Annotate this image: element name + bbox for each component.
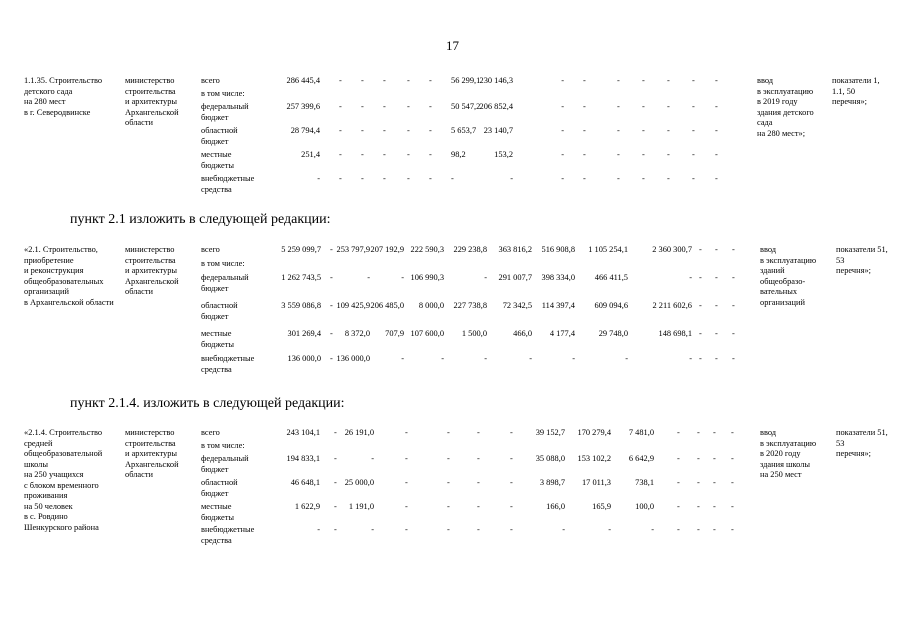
budget-row xyxy=(0,126,905,146)
amount-cell: - xyxy=(583,126,586,135)
amount-cell: 8 000,0 xyxy=(418,301,444,310)
table-section-3 xyxy=(0,428,905,553)
budget-source-label: всего xyxy=(201,428,220,437)
amount-cell: - xyxy=(510,454,513,463)
amount-cell: - xyxy=(699,273,702,282)
budget-source-label: всего xyxy=(201,245,220,254)
budget-source-label: внебюджетные средства xyxy=(201,525,255,545)
amount-cell: - xyxy=(677,454,680,463)
amount-cell: - xyxy=(697,478,700,487)
amount-cell: 114 397,4 xyxy=(541,301,575,310)
budget-source-label: в том числе: xyxy=(201,89,245,98)
amount-cell: - xyxy=(361,102,364,111)
amount-cell: 1 262 743,5 xyxy=(281,273,321,282)
budget-row xyxy=(0,478,905,498)
table-section-2 xyxy=(0,245,905,375)
amount-cell: 39 152,7 xyxy=(535,428,565,437)
amount-cell: - xyxy=(642,150,645,159)
amount-cell: 229 238,8 xyxy=(453,245,487,254)
amount-cell: 5 653,7 xyxy=(451,126,477,135)
amount-cell: - xyxy=(677,428,680,437)
amount-cell: - xyxy=(330,329,333,338)
amount-cell: 230 146,3 xyxy=(479,76,513,85)
amount-cell: - xyxy=(608,525,611,534)
amount-cell: - xyxy=(617,76,620,85)
amount-cell: 17 011,3 xyxy=(581,478,611,487)
budget-source-label: внебюджетные средства xyxy=(201,174,255,194)
amount-cell: - xyxy=(361,150,364,159)
amount-cell: - xyxy=(561,126,564,135)
amount-cell: 153 102,2 xyxy=(577,454,611,463)
amount-cell: 29 748,0 xyxy=(598,329,628,338)
amount-cell: - xyxy=(715,329,718,338)
amount-cell: 1 105 254,1 xyxy=(588,245,628,254)
amount-cell: - xyxy=(484,354,487,363)
budget-source-label: в том числе: xyxy=(201,259,245,268)
amount-cell: - xyxy=(617,102,620,111)
amount-cell: 1 622,9 xyxy=(294,502,320,511)
amount-cell: - xyxy=(715,126,718,135)
amount-cell: - xyxy=(692,102,695,111)
amount-cell: 136 000,0 xyxy=(336,354,370,363)
amount-cell: 72 342,5 xyxy=(502,301,532,310)
amount-cell: - xyxy=(583,150,586,159)
amount-cell: 106 990,3 xyxy=(410,273,444,282)
amount-cell: - xyxy=(699,354,702,363)
amount-cell: 398 334,0 xyxy=(541,273,575,282)
amount-cell: - xyxy=(477,478,480,487)
amount-cell: - xyxy=(477,428,480,437)
budget-row xyxy=(0,441,905,452)
budget-row xyxy=(0,259,905,270)
budget-source-label: федеральный бюджет xyxy=(201,102,249,122)
budget-row xyxy=(0,76,905,87)
budget-source-label: всего xyxy=(201,76,220,85)
amount-cell: 170 279,4 xyxy=(577,428,611,437)
amount-cell: - xyxy=(697,502,700,511)
amount-cell: 243 104,1 xyxy=(286,428,320,437)
amount-cell: - xyxy=(429,174,432,183)
amount-cell: 100,0 xyxy=(635,502,654,511)
amount-cell: - xyxy=(447,478,450,487)
amount-cell: 26 191,0 xyxy=(344,428,374,437)
amount-cell: 2 360 300,7 xyxy=(652,245,692,254)
amount-cell: - xyxy=(715,174,718,183)
amount-cell: 98,2 xyxy=(451,150,466,159)
amount-cell: 301 269,4 xyxy=(287,329,321,338)
amount-cell: 194 833,1 xyxy=(286,454,320,463)
amount-cell: - xyxy=(713,478,716,487)
amount-cell: - xyxy=(732,245,735,254)
amount-cell: - xyxy=(510,502,513,511)
amount-cell: 253 797,9 xyxy=(336,245,370,254)
budget-row xyxy=(0,89,905,100)
amount-cell: - xyxy=(583,76,586,85)
amount-cell: - xyxy=(697,428,700,437)
amount-cell: - xyxy=(715,354,718,363)
amount-cell: - xyxy=(561,150,564,159)
budget-source-label: внебюджетные средства xyxy=(201,354,255,374)
amount-cell: 286 445,4 xyxy=(286,76,320,85)
amount-cell: - xyxy=(484,273,487,282)
amount-cell: - xyxy=(692,76,695,85)
amount-cell: - xyxy=(689,273,692,282)
budget-source-label: областной бюджет xyxy=(201,301,238,321)
amount-cell: - xyxy=(692,150,695,159)
budget-source-label: областной бюджет xyxy=(201,126,238,146)
amount-cell: - xyxy=(651,525,654,534)
budget-row xyxy=(0,502,905,522)
item-description: «2.1.4. Строительство средней общеобразовательной школы на 250 учащихся с блоком временного проживания на 50 человек в с. Ровдино Шенкурского района xyxy=(24,428,103,532)
amount-cell: 7 481,0 xyxy=(628,428,654,437)
amount-cell: 148 698,1 xyxy=(658,329,692,338)
amount-cell: - xyxy=(731,454,734,463)
expected-result: ввод в эксплуатацию в 2019 году здания детского сада на 280 мест»; xyxy=(757,76,814,138)
amount-cell: - xyxy=(699,245,702,254)
amount-cell: - xyxy=(361,76,364,85)
amount-cell: - xyxy=(383,76,386,85)
amount-cell: 28 794,4 xyxy=(290,126,320,135)
amount-cell: - xyxy=(407,76,410,85)
amount-cell: - xyxy=(713,454,716,463)
amount-cell: - xyxy=(510,174,513,183)
amount-cell: - xyxy=(371,454,374,463)
amount-cell: - xyxy=(713,428,716,437)
amount-cell: - xyxy=(731,525,734,534)
amount-cell: - xyxy=(477,525,480,534)
amount-cell: - xyxy=(334,478,337,487)
amount-cell: - xyxy=(334,428,337,437)
amount-cell: - xyxy=(642,76,645,85)
amount-cell: 363 816,2 xyxy=(498,245,532,254)
amount-cell: - xyxy=(617,174,620,183)
amount-cell: - xyxy=(732,273,735,282)
expected-result: ввод в эксплуатацию в 2020 году здания школы на 250 мест xyxy=(760,428,817,479)
budget-source-label: областной бюджет xyxy=(201,478,238,498)
amount-cell: - xyxy=(617,150,620,159)
expected-result: ввод в эксплуатацию зданий общеобразо- вательных организаций xyxy=(760,245,817,307)
amount-cell: - xyxy=(713,502,716,511)
amount-cell: - xyxy=(692,174,695,183)
budget-row xyxy=(0,150,905,170)
amount-cell: - xyxy=(583,102,586,111)
amount-cell: - xyxy=(715,273,718,282)
amount-cell: - xyxy=(339,126,342,135)
amount-cell: - xyxy=(447,454,450,463)
amount-cell: - xyxy=(617,126,620,135)
budget-source-label: местные бюджеты xyxy=(201,502,235,522)
amount-cell: - xyxy=(667,76,670,85)
amount-cell: - xyxy=(510,428,513,437)
amount-cell: - xyxy=(339,174,342,183)
amount-cell: 738,1 xyxy=(635,478,654,487)
amount-cell: - xyxy=(667,174,670,183)
amount-cell: - xyxy=(731,478,734,487)
amount-cell: 25 000,0 xyxy=(344,478,374,487)
budget-row xyxy=(0,245,905,256)
amount-cell: 207 192,9 xyxy=(370,245,404,254)
amount-cell: 222 590,3 xyxy=(410,245,444,254)
amount-cell: - xyxy=(713,525,716,534)
amount-cell: 3 559 086,8 xyxy=(281,301,321,310)
amount-cell: - xyxy=(383,102,386,111)
amount-cell: - xyxy=(561,174,564,183)
budget-row xyxy=(0,428,905,439)
amount-cell: - xyxy=(317,174,320,183)
amount-cell: - xyxy=(510,478,513,487)
amount-cell: - xyxy=(715,245,718,254)
amount-cell: - xyxy=(562,525,565,534)
amount-cell: - xyxy=(317,525,320,534)
executor: министерство строительства и архитектуры Архангельской области xyxy=(125,245,179,296)
amount-cell: - xyxy=(583,174,586,183)
amount-cell: - xyxy=(667,150,670,159)
amount-cell: - xyxy=(677,525,680,534)
amount-cell: - xyxy=(731,502,734,511)
amount-cell: 136 000,0 xyxy=(287,354,321,363)
amount-cell: 4 177,4 xyxy=(549,329,575,338)
amount-cell: - xyxy=(407,174,410,183)
amount-cell: - xyxy=(477,454,480,463)
amount-cell: - xyxy=(697,525,700,534)
amount-cell: - xyxy=(732,354,735,363)
amount-cell: - xyxy=(383,150,386,159)
amount-cell: 466 411,5 xyxy=(594,273,628,282)
budget-row xyxy=(0,102,905,122)
amount-cell: - xyxy=(330,245,333,254)
amount-cell: 153,2 xyxy=(494,150,513,159)
amount-cell: - xyxy=(692,126,695,135)
amount-cell: 257 399,6 xyxy=(286,102,320,111)
amount-cell: - xyxy=(561,102,564,111)
amount-cell: - xyxy=(407,150,410,159)
amount-cell: - xyxy=(699,329,702,338)
amount-cell: - xyxy=(405,525,408,534)
amount-cell: 707,9 xyxy=(385,329,404,338)
amount-cell: - xyxy=(715,102,718,111)
amount-cell: - xyxy=(407,126,410,135)
budget-source-label: в том числе: xyxy=(201,441,245,450)
amount-cell: - xyxy=(405,454,408,463)
page-number: 17 xyxy=(446,38,459,53)
amount-cell: - xyxy=(699,301,702,310)
budget-source-label: местные бюджеты xyxy=(201,329,235,349)
amount-cell: 109 425,9 xyxy=(336,301,370,310)
amount-cell: - xyxy=(447,525,450,534)
budget-source-label: федеральный бюджет xyxy=(201,454,249,474)
amount-cell: - xyxy=(697,454,700,463)
section-heading-3: пункт 2.1.4. изложить в следующей редакции: xyxy=(70,396,345,411)
amount-cell: 516 908,8 xyxy=(541,245,575,254)
amount-cell: - xyxy=(334,454,337,463)
budget-row xyxy=(0,525,905,545)
amount-cell: 6 642,9 xyxy=(628,454,654,463)
amount-cell: 23 140,7 xyxy=(483,126,513,135)
item-description: 1.1.35. Строительство детского сада на 280 мест в г. Северодвинске xyxy=(24,76,103,117)
amount-cell: - xyxy=(642,126,645,135)
amount-cell: 291 007,7 xyxy=(498,273,532,282)
amount-cell: - xyxy=(477,502,480,511)
amount-cell: - xyxy=(715,150,718,159)
budget-row xyxy=(0,273,905,293)
amount-cell: - xyxy=(572,354,575,363)
amount-cell: 1 191,0 xyxy=(348,502,374,511)
budget-source-label: местные бюджеты xyxy=(201,150,235,170)
amount-cell: 50 547,2 xyxy=(451,102,481,111)
amount-cell: - xyxy=(383,174,386,183)
amount-cell: 46 648,1 xyxy=(290,478,320,487)
amount-cell: - xyxy=(429,76,432,85)
budget-row xyxy=(0,174,905,194)
amount-cell: - xyxy=(371,525,374,534)
budget-source-label: федеральный бюджет xyxy=(201,273,249,293)
budget-row xyxy=(0,454,905,474)
amount-cell: - xyxy=(642,102,645,111)
amount-cell: - xyxy=(677,502,680,511)
amount-cell: - xyxy=(405,502,408,511)
amount-cell: 227 738,8 xyxy=(453,301,487,310)
amount-cell: 2 211 602,6 xyxy=(652,301,692,310)
amount-cell: - xyxy=(330,301,333,310)
amount-cell: - xyxy=(334,525,337,534)
amount-cell: - xyxy=(529,354,532,363)
amount-cell: 166,0 xyxy=(546,502,565,511)
amount-cell: 3 898,7 xyxy=(539,478,565,487)
amount-cell: 35 088,0 xyxy=(535,454,565,463)
amount-cell: - xyxy=(339,150,342,159)
item-description: «2.1. Строительство, приобретение и реконструкция общеобразовательных организаций в Архангельской области xyxy=(24,245,114,307)
amount-cell: 609 094,6 xyxy=(594,301,628,310)
amount-cell: - xyxy=(429,150,432,159)
amount-cell: 8 372,0 xyxy=(344,329,370,338)
amount-cell: - xyxy=(405,478,408,487)
amount-cell: 5 259 099,7 xyxy=(281,245,321,254)
amount-cell: - xyxy=(361,126,364,135)
executor: министерство строительства и архитектуры Архангельской области xyxy=(125,428,179,479)
amount-cell: - xyxy=(407,102,410,111)
amount-cell: 206 852,4 xyxy=(479,102,513,111)
amount-cell: - xyxy=(447,502,450,511)
amount-cell: 165,9 xyxy=(592,502,611,511)
amount-cell: - xyxy=(441,354,444,363)
indicators: показатели 51, 53 перечня»; xyxy=(836,245,888,275)
budget-row xyxy=(0,329,905,349)
amount-cell: - xyxy=(677,478,680,487)
amount-cell: 251,4 xyxy=(301,150,320,159)
indicators: показатели 51, 53 перечня»; xyxy=(836,428,888,458)
amount-cell: - xyxy=(732,329,735,338)
amount-cell: - xyxy=(383,126,386,135)
amount-cell: - xyxy=(334,502,337,511)
amount-cell: - xyxy=(451,174,454,183)
amount-cell: - xyxy=(510,525,513,534)
amount-cell: - xyxy=(732,301,735,310)
amount-cell: - xyxy=(429,102,432,111)
amount-cell: 107 600,0 xyxy=(410,329,444,338)
amount-cell: - xyxy=(401,273,404,282)
budget-row xyxy=(0,301,905,321)
budget-row xyxy=(0,354,905,374)
table-section-1 xyxy=(0,76,905,201)
amount-cell: - xyxy=(405,428,408,437)
amount-cell: - xyxy=(731,428,734,437)
amount-cell: - xyxy=(330,354,333,363)
executor: министерство строительства и архитектуры Архангельской области xyxy=(125,76,179,127)
amount-cell: - xyxy=(715,76,718,85)
amount-cell: - xyxy=(715,301,718,310)
amount-cell: - xyxy=(667,126,670,135)
amount-cell: - xyxy=(401,354,404,363)
amount-cell: - xyxy=(561,76,564,85)
amount-cell: - xyxy=(689,354,692,363)
amount-cell: - xyxy=(339,76,342,85)
amount-cell: - xyxy=(330,273,333,282)
amount-cell: - xyxy=(367,273,370,282)
amount-cell: - xyxy=(429,126,432,135)
amount-cell: 1 500,0 xyxy=(461,329,487,338)
section-heading-2: пункт 2.1 изложить в следующей редакции: xyxy=(70,212,331,227)
amount-cell: - xyxy=(667,102,670,111)
indicators: показатели 1, 1.1, 50 перечня»; xyxy=(832,76,880,106)
amount-cell: 466,0 xyxy=(513,329,532,338)
amount-cell: 206 485,0 xyxy=(370,301,404,310)
amount-cell: - xyxy=(447,428,450,437)
amount-cell: - xyxy=(642,174,645,183)
amount-cell: - xyxy=(625,354,628,363)
amount-cell: 56 299,1 xyxy=(451,76,481,85)
amount-cell: - xyxy=(361,174,364,183)
amount-cell: - xyxy=(339,102,342,111)
